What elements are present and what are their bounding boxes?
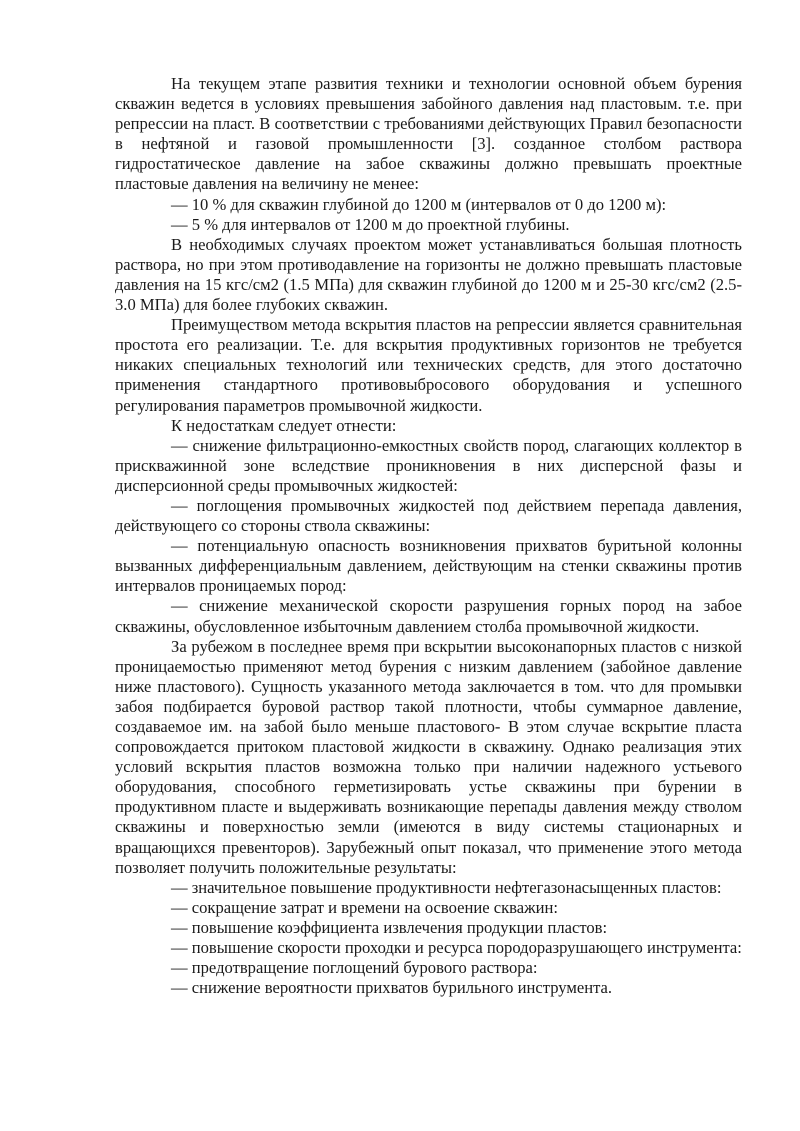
list-item-result: — предотвращение поглощений бурового раствора:	[171, 958, 538, 978]
list-item-10-percent: — 10 % для скважин глубиной до 1200 м (интервалов от 0 до 1200 м):	[171, 194, 667, 214]
list-item-result: — повышение скорости проходки и ресурса породоразрушающего инструмента:	[171, 938, 742, 958]
paragraph-underbalanced: За рубежом в последнее время при вскрытии высоконапорных пластов с низкой проницаемостью применяют метод бурения с низким давлением (забойное давление ниже пластового). Сущность указанного метода заключается в том. что для промывки забоя подбирается буровой раствор такой плотности, чтобы суммарное давление, создаваемое им. на забой было меньше пластового- В этом случае вскрытие пласта сопровождается притоком пластовой жидкости в скважину. Однако реализация этих условий вскрытия пластов возможна только при наличии надежного устьевого оборудования, способного герметизировать устье скважины при бурении в продуктивном пласте и выдерживать возникающие перепады давления между стволом скважины и поверхностью земли (имеются в виду системы стационарных и вращающихся превенторов). Зарубежный опыт показал, что применение этого метода позволяет получить положительные результаты:	[115, 636, 742, 877]
list-item-result: — повышение коэффициента извлечения продукции пластов:	[171, 917, 608, 937]
list-item-drawback: — потенциальную опасность возникновения прихватов буритьной колонны вызванных дифференциальным давлением, действующим на стенки скважины против интервалов проницаемых пород:	[115, 536, 742, 596]
list-item-drawback: — поглощения промывочных жидкостей под действием перепада давления, действующего со стороны ствола скважины:	[115, 495, 742, 536]
list-item-result: — снижение вероятности прихватов бурильного инструмента.	[171, 978, 613, 998]
list-item-drawback: — снижение механической скорости разрушения горных пород на забое скважины, обусловленное избыточным давлением столба промывочной жидкости.	[115, 596, 742, 636]
paragraph-density: В необходимых случаях проектом может устанавливаться большая плотность раствора, но при этом противодавление на горизонты не должно превышать пластовые давления на 15 кгс/см2 (1.5 МПа) для скважин глубиной до 1200 м и 25-30 кгс/см2 (2.5-3.0 МПа) для более глубоких скважин.	[115, 234, 742, 315]
list-item-5-percent: — 5 % для интервалов от 1200 м до проектной глубины.	[171, 214, 570, 234]
document-page	[115, 74, 742, 998]
list-item-result: — значительное повышение продуктивности нефтегазонасыщенных пластов:	[171, 877, 722, 897]
paragraph-intro: На текущем этапе развития техники и технологии основной объем бурения скважин ведется в условиях превышения забойного давления над пластовым. т.е. при репрессии на пласт. В соответствии с требованиями действующих Правил безопасности в нефтяной и газовой промышленности [3]. созданное столбом раствора гидростатическое давление на забое скважины должно превышать проектные пластовые давления на величину не менее:	[115, 74, 742, 194]
list-item-result: — сокращение затрат и времени на освоение скважин:	[171, 897, 558, 917]
paragraph-drawbacks-heading: К недостаткам следует отнести:	[171, 415, 397, 435]
paragraph-advantage: Преимуществом метода вскрытия пластов на репрессии является сравнительная простота его реализации. Т.е. для вскрытия продуктивных горизонтов не требуется никаких специальных технологий или технических средств, для этого достаточно применения стандартного противовыбросового оборудования и успешного регулирования параметров промывочной жидкости.	[115, 315, 742, 415]
list-item-drawback: — снижение фильтрационно-емкостных свойств пород, слагающих коллектор в прискважинной зоне вследствие проникновения в них дисперсной фазы и дисперсионной среды промывочных жидкостей:	[115, 435, 742, 495]
